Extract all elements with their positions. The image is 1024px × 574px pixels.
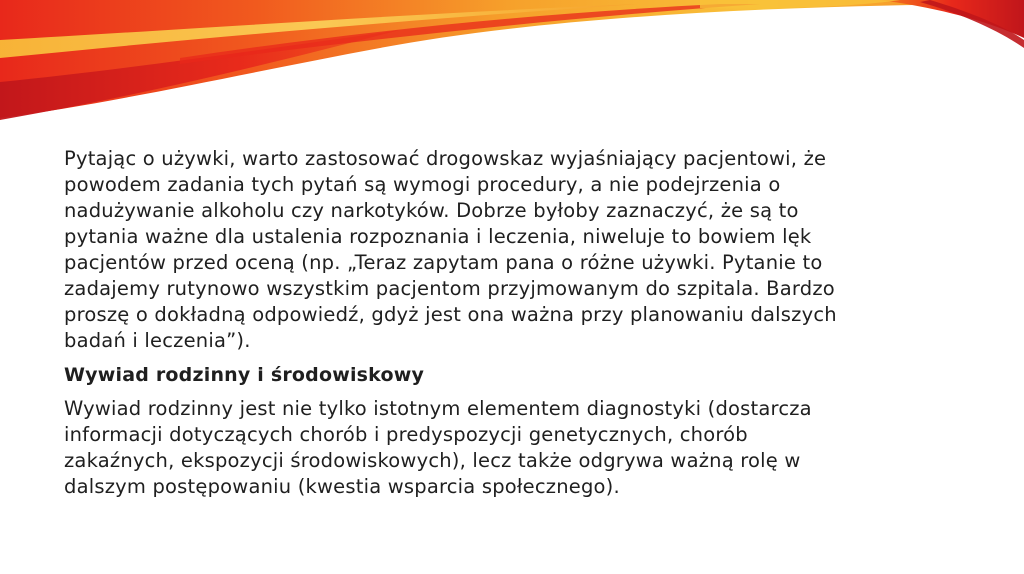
section-heading: Wywiad rodzinny i środowiskowy	[64, 364, 425, 386]
decorative-swoosh-banner	[0, 0, 1024, 140]
slide-body	[64, 146, 964, 508]
paragraph-family-history: Wywiad rodzinny jest nie tylko istotnym elementem diagnostyki (dostarcza informacji dotyczących chorób i predyspozycji genetycznych, chorób zakaźnych, ekspozycji środowiskowych), lecz także odgrywa ważną rolę w dalszym postępowaniu (kwestia wsparcia społecznego).	[64, 397, 812, 498]
paragraph-drug-questions: Pytając o używki, warto zastosować drogowskaz wyjaśniający pacjentowi, że powodem zadania tych pytań są wymogi procedury, a nie podejrzenia o nadużywanie alkoholu czy narkotyków. Dobrze byłoby zaznaczyć, że są to pytania ważne dla ustalenia rozpoznania i leczenia, niweluje to bowiem lęk pacjentów przed oceną (np. „Teraz zapytam pana o różne używki. Pytanie to zadajemy rutynowo wszystkim pacjentom przyjmowanym do szpitala. Bardzo proszę o dokładną odpowiedź, gdyż jest ona ważna przy planowaniu dalszych badań i leczenia”).	[64, 147, 837, 352]
